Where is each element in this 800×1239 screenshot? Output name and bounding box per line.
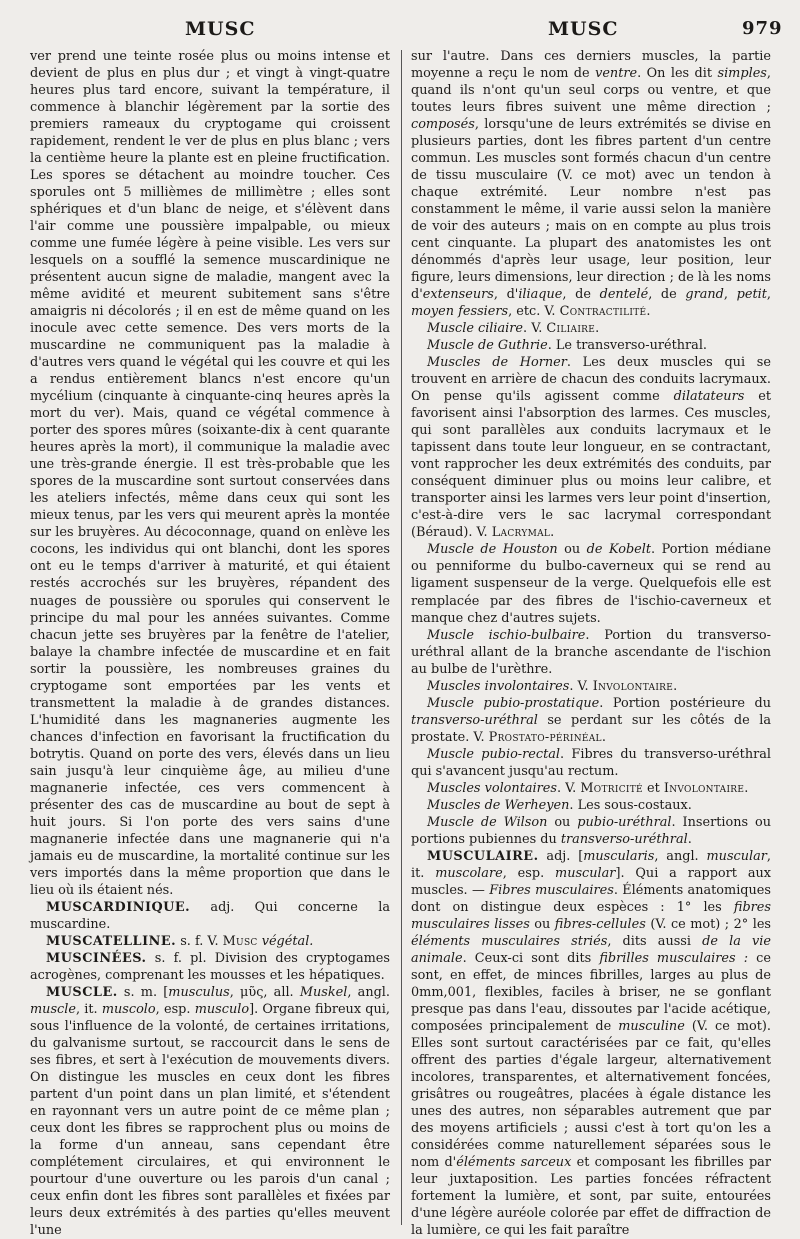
definition: s. f. pl. Division des cryptogames acrogènes, comprenant les mousses et les hépatiques.	[30, 950, 390, 983]
text: , esp.	[155, 1001, 195, 1017]
text: , it.	[75, 1001, 102, 1017]
headword: MUSCARDINIQUE.	[46, 899, 191, 915]
italic-term: fibres musculaires lisses	[411, 899, 771, 932]
italic-term: musculine	[618, 1018, 685, 1034]
italic-term: de la vie animale	[411, 933, 772, 966]
italic-term: transverso-uréthral	[560, 831, 688, 847]
subentry-term: Muscle de Guthrie	[427, 338, 548, 354]
text: sur l'autre. Dans ces derniers muscles, la partie moyenne a reçu le nom de	[411, 49, 771, 82]
italic-term: moyen fessiers	[411, 304, 509, 320]
subentry-muscle-ciliaire	[411, 320, 771, 337]
text: . Le transverso-uréthral.	[547, 338, 708, 354]
text: . V.	[523, 321, 547, 337]
italic-term: musculo	[194, 1001, 250, 1017]
cross-reference: Involontaire	[592, 678, 674, 694]
text: .	[673, 678, 678, 694]
subentry-term: Muscles volontaires	[427, 780, 557, 796]
text: .	[595, 321, 600, 337]
text: , quand ils n'ont qu'un seul corps ou ventre, et que toutes leurs fibres suivent une même direction ;	[411, 66, 771, 116]
italic-term: fibres-cellules	[554, 916, 646, 932]
text: . Les deux muscles qui se trouvent en arrière de chacun des conduits lacrymaux. On pense qu'ils agissent comme	[411, 355, 771, 405]
subentry-muscle-wilson	[411, 814, 771, 848]
subentry-muscle-ischio-bulbaire	[411, 627, 771, 678]
text: . V.	[556, 780, 581, 796]
text: (V. ce mot) ; 2° les	[645, 916, 772, 932]
italic-term: simples	[717, 66, 767, 82]
cross-reference: Musc	[222, 933, 258, 949]
subentry-muscle-guthrie	[411, 337, 771, 354]
subentry-term: Muscle de Houston	[427, 542, 558, 558]
italic-term: iliaque	[518, 287, 563, 303]
italic-term: éléments musculaires striés	[411, 933, 608, 949]
italic-term: pubio-uréthral	[577, 814, 672, 830]
cross-reference: Involontaire	[663, 780, 745, 796]
text: . Insertions ou portions pubiennes du	[411, 814, 772, 847]
italic-term: muscular	[706, 848, 767, 864]
text: , de	[562, 287, 600, 303]
text: , μῦς, all.	[229, 984, 300, 1000]
italic-term: fibrilles musculaires :	[599, 950, 749, 966]
italic-term: muscolare	[435, 865, 503, 881]
italic-term: Muskel	[299, 984, 348, 1000]
column-divider	[401, 50, 402, 1225]
subentry-term: Muscles de Horner	[427, 355, 567, 371]
entry-musculaire	[411, 848, 771, 1239]
text: .	[601, 729, 606, 745]
subentry-term: Muscle de Wilson	[427, 814, 548, 830]
paragraph-muscardine-continued: ver prend une teinte rosée plus ou moins intense et devient de plus en plus dur ; et vingt à vingt-quatre heures plus tard encore, suivant la température, il commence à blanchir légèrement par la sortie des premiers rameaux du cryptogame qui croissent rapidement, rendent le ver de plus en plus blanc ; vers la centième heure la plante est en pleine fructification. Les spores se détachent au moindre toucher. Ces sporules ont 5 millièmes de millimètre ; elles sont sphériques et d'un blanc de neige, et s'élèvent dans l'air comme une poussière impalpable, ou mieux comme une fumée légère à peine visible. Les vers sur lesquels on a soufflé la semence muscardinique ne présentent aucun signe de maladie, mangent avec la même avidité et meurent subitement sans s'être amaigris ni décolorés ; il en est de même quand on les inocule avec cette semence. Des vers morts de la muscardine ne communiquent pas la maladie à d'autres vers quand le végétal qui les couvre et qui les a rendus entièrement blancs n'est encore qu'un mycélium (cinquante à cinquante-cinq heures après la mort du ver). Mais, quand ce végétal commence à porter des spores mûres (soixante-dix à cent quarante heures après la mort), il communique la maladie avec une très-grande énergie. Il est très-probable que les spores de la muscardine sont surtout conservées dans les ateliers infectés, même dans ceux qui sont les mieux tenus, par les vers qui meurent après la montée sur les bruyères. Au décoconnage, quand on enlève les cocons, les individus qui ont blanchi, dont les spores ont eu le temps d'arriver à maturité, et qui étaient restés accrochés sur les bruyères, répandent des nuages de poussière ou sporules qui conservent le principe du mal pour les années suivantes. Comme chacun jette ses bruyères par la fenêtre de l'atelier, balaye la chambre infectée de muscardine et en fait sortir la poussière, les nombreuses graines du cryptogame sont emportées par les vents et transmettent la maladie à de grandes distances. L'humidité dans les magnaneries augmente les chances d'infection en favorisant la fructification du botrytis. Quand on porte des vers, élevés dans un lieu sain jusqu'à leur cinquième âge, au milieu d'une magnanerie infectée, ces vers commencent à présenter des cas de muscardine au bout de sept à huit jours. Si l'on porte des vers sains d'une magnanerie infectée dans une magnanerie qui n'a jamais eu de muscardine, la mortalité continue sur les vers importés dans la même proportion que dans le lieu où ils étaient nés.	[30, 49, 390, 898]
text: s. m. [	[117, 984, 169, 1000]
italic-term: dilatateurs	[673, 389, 745, 405]
subentry-term: Muscle ciliaire	[427, 321, 524, 337]
entry-muscatelline	[30, 933, 390, 950]
subentry-term: Muscle pubio-rectal	[427, 746, 561, 762]
text: .	[687, 831, 692, 847]
entry-muscinees	[30, 950, 390, 984]
text: .	[744, 780, 749, 796]
subentry-muscles-volontaires	[411, 780, 771, 797]
paragraph-muscle-continued	[411, 48, 771, 320]
subentry-muscle-pubio-rectal	[411, 746, 771, 780]
subentry-muscle-pubio-prostatique	[411, 695, 771, 746]
text: et favorisent ainsi l'absorption des larmes. Ces muscles, qui sont parallèles aux conduits lacrymaux et le tapissent dans toute leur longueur, en se contractant, vont rapprocher les deux extrémités des conduits, par conséquent diminuer plus ou moins leur calibre, et transporter ainsi les larmes vers leur point d'insertion, c'est-à-dire vers le sac lacrymal correspondant (Béraud). V.	[411, 389, 771, 541]
text: se perdant sur les côtés de la prostate. V.	[411, 712, 771, 745]
subentry-muscles-werheyen	[411, 797, 771, 814]
text: (V. ce mot). Elles sont surtout caractérisées par ce fait, qu'elles offrent des parties d'égale largeur, alternativement incolores, transparentes, et alternativement foncées, grisâtres ou rougeâtres, placées à égale distance les unes des autres, non séparables autrement que par des moyens artificiels ; aussi c'est à tort qu'on les a considérées comme naturellement séparées sous le nom d'	[411, 1018, 771, 1171]
text: ,	[723, 287, 737, 303]
text: , dits aussi	[607, 933, 703, 949]
italic-term: de Kobelt	[586, 542, 652, 558]
text: et composant les fibrilles par leur juxtaposition. Les parties foncées réfractent fortement la lumière, et sont, par suite, entourées d'une légère auréole colorée par effet de diffraction de la lumière, ce qui les fait paraître	[411, 1155, 771, 1239]
text: . Portion médiane ou penniforme du bulbo-caverneux qui se rend au ligament suspenseur de la verge. Quelquefois elle est remplacée par des fibres de l'ischio-caverneux et manque chez d'autres sujets.	[411, 542, 772, 626]
text: .	[646, 304, 651, 320]
text: , lorsqu'une de leurs extrémités se divise en plusieurs parties, dont les fibres partent d'un centre commun. Les muscles sont formés chacun d'un centre de tissu musculaire (V. ce mot) avec un tendon à chaque extrémité. Leur nombre n'est pas constamment le même, il varie aussi selon la manière de voir des auteurs ; mais on en compte au plus trois cent cinquante. La plupart des anatomistes les ont dénommés d'après leur usage, leur position, leur figure, leurs dimensions, leur direction ; de là les noms d'	[411, 117, 771, 303]
italic-term: muscle	[30, 1001, 76, 1017]
text: ,	[766, 287, 771, 303]
page-number: 979	[742, 18, 783, 39]
cross-reference: Prostato-périnéal	[488, 729, 602, 745]
running-head-right: MUSC	[548, 18, 619, 40]
italic-term: dentelé	[599, 287, 649, 303]
text: et	[642, 780, 664, 796]
text: . V.	[569, 678, 593, 694]
text: adj. [	[538, 848, 584, 864]
italic-term: végétal.	[257, 933, 314, 949]
cross-reference: Contractilité	[559, 304, 647, 320]
subentry-muscle-houston	[411, 541, 771, 626]
text: , d'	[493, 287, 519, 303]
text: ]. Qui a rapport aux muscles. —	[411, 865, 771, 898]
text: , esp.	[502, 865, 556, 881]
text: .	[550, 525, 555, 541]
text: . Fibres du transverso-uréthral qui s'avancent jusqu'au rectum.	[411, 746, 771, 779]
cross-reference: Lacrymal	[491, 525, 551, 541]
text: , angl.	[654, 848, 707, 864]
italic-term: muscular	[555, 865, 616, 881]
text: , etc. V.	[508, 304, 560, 320]
definition: adj. Qui concerne la muscardine.	[30, 899, 390, 932]
cross-reference: Motricité	[580, 780, 643, 796]
italic-term: musculus	[168, 984, 230, 1000]
text: ou	[557, 542, 587, 558]
cross-reference: Ciliaire	[546, 321, 596, 337]
text: . Les sous-costaux.	[569, 797, 692, 813]
entry-muscardinique	[30, 899, 390, 933]
text: . On les dit	[637, 66, 718, 82]
text: . Portion postérieure du	[599, 695, 772, 711]
entry-muscle	[30, 984, 390, 1239]
italic-term: transverso-uréthral	[411, 712, 538, 728]
subentry-term: Muscles involontaires	[427, 678, 570, 694]
subentry-term: Muscle pubio-prostatique	[427, 695, 600, 711]
text: ou	[529, 916, 555, 932]
text: , angl.	[347, 984, 391, 1000]
running-head-left: MUSC	[185, 18, 256, 40]
italic-term: Fibres musculaires	[489, 882, 614, 898]
italic-term: éléments sarceux	[456, 1155, 572, 1171]
subentry-term: Muscle ischio-bulbaire	[427, 627, 586, 643]
italic-term: ventre	[595, 66, 638, 82]
subentry-muscles-horner	[411, 354, 771, 541]
text: ce sont, en effet, de minces fibrilles, larges au plus de 0mm,001, flexibles, faciles à briser, ne se gonflant presque pas dans l'eau, dissoutes par l'acide acétique, composées principalement de	[411, 950, 771, 1034]
italic-term: extenseurs	[422, 287, 494, 303]
text: , it.	[411, 848, 772, 881]
text: . Ceux-ci sont dits	[462, 950, 600, 966]
italic-term: composés	[411, 117, 475, 133]
subentry-term: Muscles de Werheyen	[427, 797, 570, 813]
italic-term: petit	[736, 287, 767, 303]
text: , de	[648, 287, 686, 303]
right-column	[411, 48, 772, 1239]
italic-term: muscularis	[583, 848, 655, 864]
headword: MUSCLE.	[46, 984, 118, 1000]
headword: MUSCINÉES.	[46, 950, 147, 966]
subentry-muscles-involontaires	[411, 678, 771, 695]
definition: s. f. V.	[176, 933, 223, 949]
text: . Éléments anatomiques dont on distingue deux espèces : 1° les	[411, 882, 771, 915]
headword: MUSCULAIRE.	[427, 848, 539, 864]
italic-term: muscolo	[101, 1001, 156, 1017]
text: . Portion du transverso-uréthral allant de la branche ascendante de l'ischion au bulbe de l'urèthre.	[411, 627, 771, 677]
headword: MUSCATELLINE.	[46, 933, 177, 949]
italic-term: grand	[685, 287, 724, 303]
text: ou	[547, 814, 578, 830]
definition: ]. Organe fibreux qui, sous l'influence de la volonté, de certaines irritations, du galvanisme surtout, se raccourcit dans le sens de ses fibres, et sert à l'exécution de mouvements divers. On distingue les muscles en ceux dont les fibres partent d'un point dans un plan limité, et s'étendent en rayonnant vers un autre point de ce même plan ; ceux dont les fibres se rapprochent plus ou moins de la forme d'un anneau, sans cependant être complétement circulaires, et qui environnent le pourtour d'une ouverture ou les parois d'un canal ; ceux enfin dont les fibres sont parallèles et fixées par leurs deux extrémités à des parties qu'elles meuvent l'une	[30, 1001, 390, 1239]
left-column	[30, 48, 391, 1239]
